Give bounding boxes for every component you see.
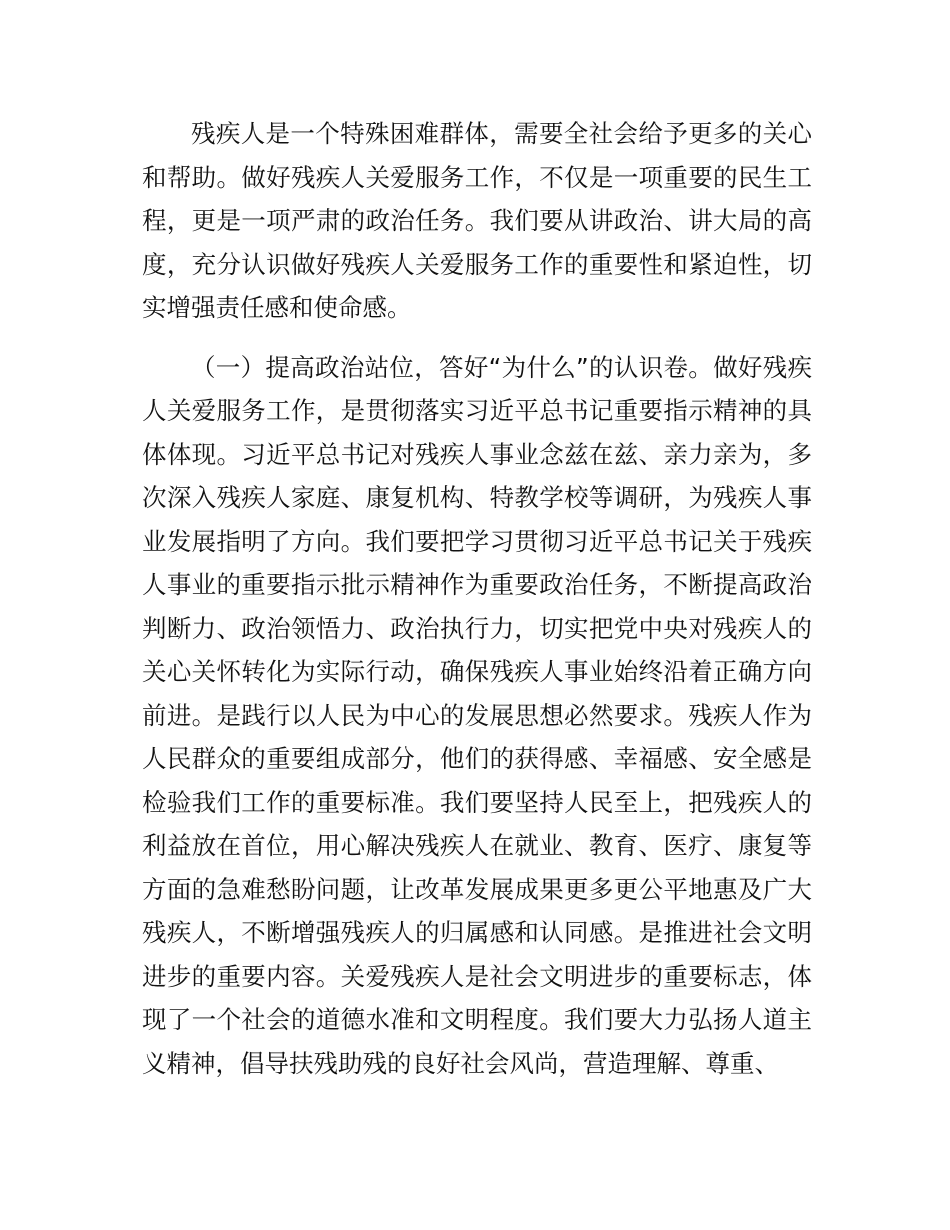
paragraph-section-one: （一）提高政治站位，答好“为什么”的认识卷。做好残疾人关爱服务工作，是贯彻落实习近平总书记重要指示精神的具体体现。习近平总书记对残疾人事业念兹在兹、亲力亲为，多次深入残疾人家庭、康复机构、特教学校等调研，为残疾人事业发展指明了方向。我们要把学习贯彻习近平总书记关于残疾人事业的重要指示批示精神作为重要政治任务，不断提高政治判断力、政治领悟力、政治执行力，切实把党中央对残疾人的关心关怀转化为实际行动，确保残疾人事业始终沿着正确方向前进。是践行以人民为中心的发展思想必然要求。残疾人作为人民群众的重要组成部分，他们的获得感、幸福感、安全感是检验我们工作的重要标准。我们要坚持人民至上，把残疾人的利益放在首位，用心解决残疾人在就业、教育、医疗、康复等方面的急难愁盼问题，让改革发展成果更多更公平地惠及广大残疾人，不断增强残疾人的归属感和认同感。是推进社会文明进步的重要内容。关爱残疾人是社会文明进步的重要标志，体现了一个社会的道德水准和文明程度。我们要大力弘扬人道主义精神，倡导扶残助残的良好社会风尚，营造理解、尊重、 — [142, 352, 812, 1078]
paragraph-intro: 残疾人是一个特殊困难群体，需要全社会给予更多的关心和帮助。做好残疾人关爱服务工作，不仅是一项重要的民生工程，更是一项严肃的政治任务。我们要从讲政治、讲大局的高度，充分认识做好残疾人关爱服务工作的重要性和紧迫性，切实增强责任感和使命感。 — [142, 119, 812, 322]
document-page — [142, 112, 812, 1085]
